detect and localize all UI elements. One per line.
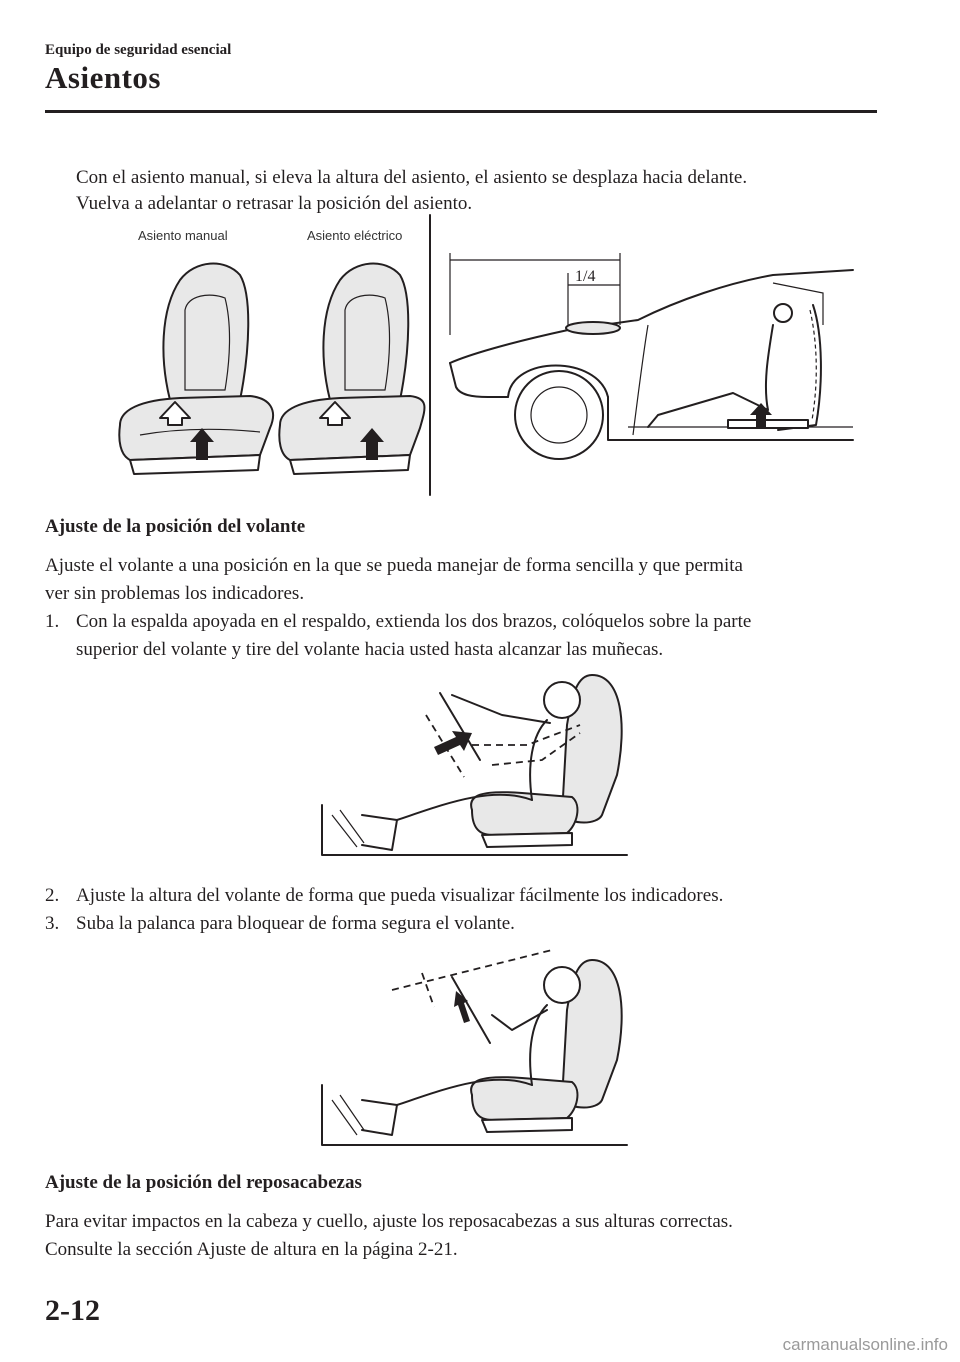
headrest-line-2: Consulte la sección Ajuste de altura en la página 2-21. (45, 1239, 458, 1260)
step-2-number: 2. (45, 885, 60, 906)
intro-line-1: Con el asiento manual, si eleva la altura del asiento, el asiento se desplaza hacia delante. (76, 167, 748, 188)
headrest-heading: Ajuste de la posición del reposacabezas (45, 1172, 362, 1193)
seat-illustrations (100, 250, 430, 480)
step-3-line-1: Suba la palanca para bloquear de forma segura el volante. (76, 913, 515, 934)
ratio-label: 1/4 (575, 268, 596, 285)
electric-seat-illustration (279, 264, 424, 474)
step-1-line-2: superior del volante y tire del volante hacia usted hasta alcanzar las muñecas. (76, 639, 664, 660)
step-2-line-1: Ajuste la altura del volante de forma que pueda visualizar fácilmente los indicadores. (76, 885, 724, 906)
section-label: Equipo de seguridad esencial (45, 42, 232, 58)
step-3-number: 3. (45, 913, 60, 934)
headrest-line-1: Para evitar impactos en la cabeza y cuello, ajuste los reposacabezas a sus alturas correctas. (45, 1211, 733, 1232)
car-side-illustration (428, 215, 858, 495)
page-number: 2-12 (45, 1294, 100, 1327)
label-electric-seat: Asiento eléctrico (307, 228, 403, 243)
label-manual-seat: Asiento manual (138, 228, 228, 243)
intro-line-2: Vuelva a adelantar o retrasar la posición del asiento. (76, 193, 473, 214)
title-divider (45, 110, 877, 113)
steering-height-illustration (322, 945, 632, 1155)
step-1-line-1: Con la espalda apoyada en el respaldo, extienda los dos brazos, colóquelos sobre la parte (76, 611, 752, 632)
steering-reach-illustration (322, 665, 632, 875)
step-1-number: 1. (45, 611, 60, 632)
page-title: Asientos (45, 60, 161, 95)
watermark[interactable]: carmanualsonline.info (782, 1335, 948, 1354)
steering-intro-line-1: Ajuste el volante a una posición en la que se pueda manejar de forma sencilla y que permita (45, 555, 743, 576)
steering-heading: Ajuste de la posición del volante (45, 516, 306, 537)
diagonal-arrow-icon (434, 731, 472, 755)
steering-intro-line-2: ver sin problemas los indicadores. (45, 583, 305, 604)
